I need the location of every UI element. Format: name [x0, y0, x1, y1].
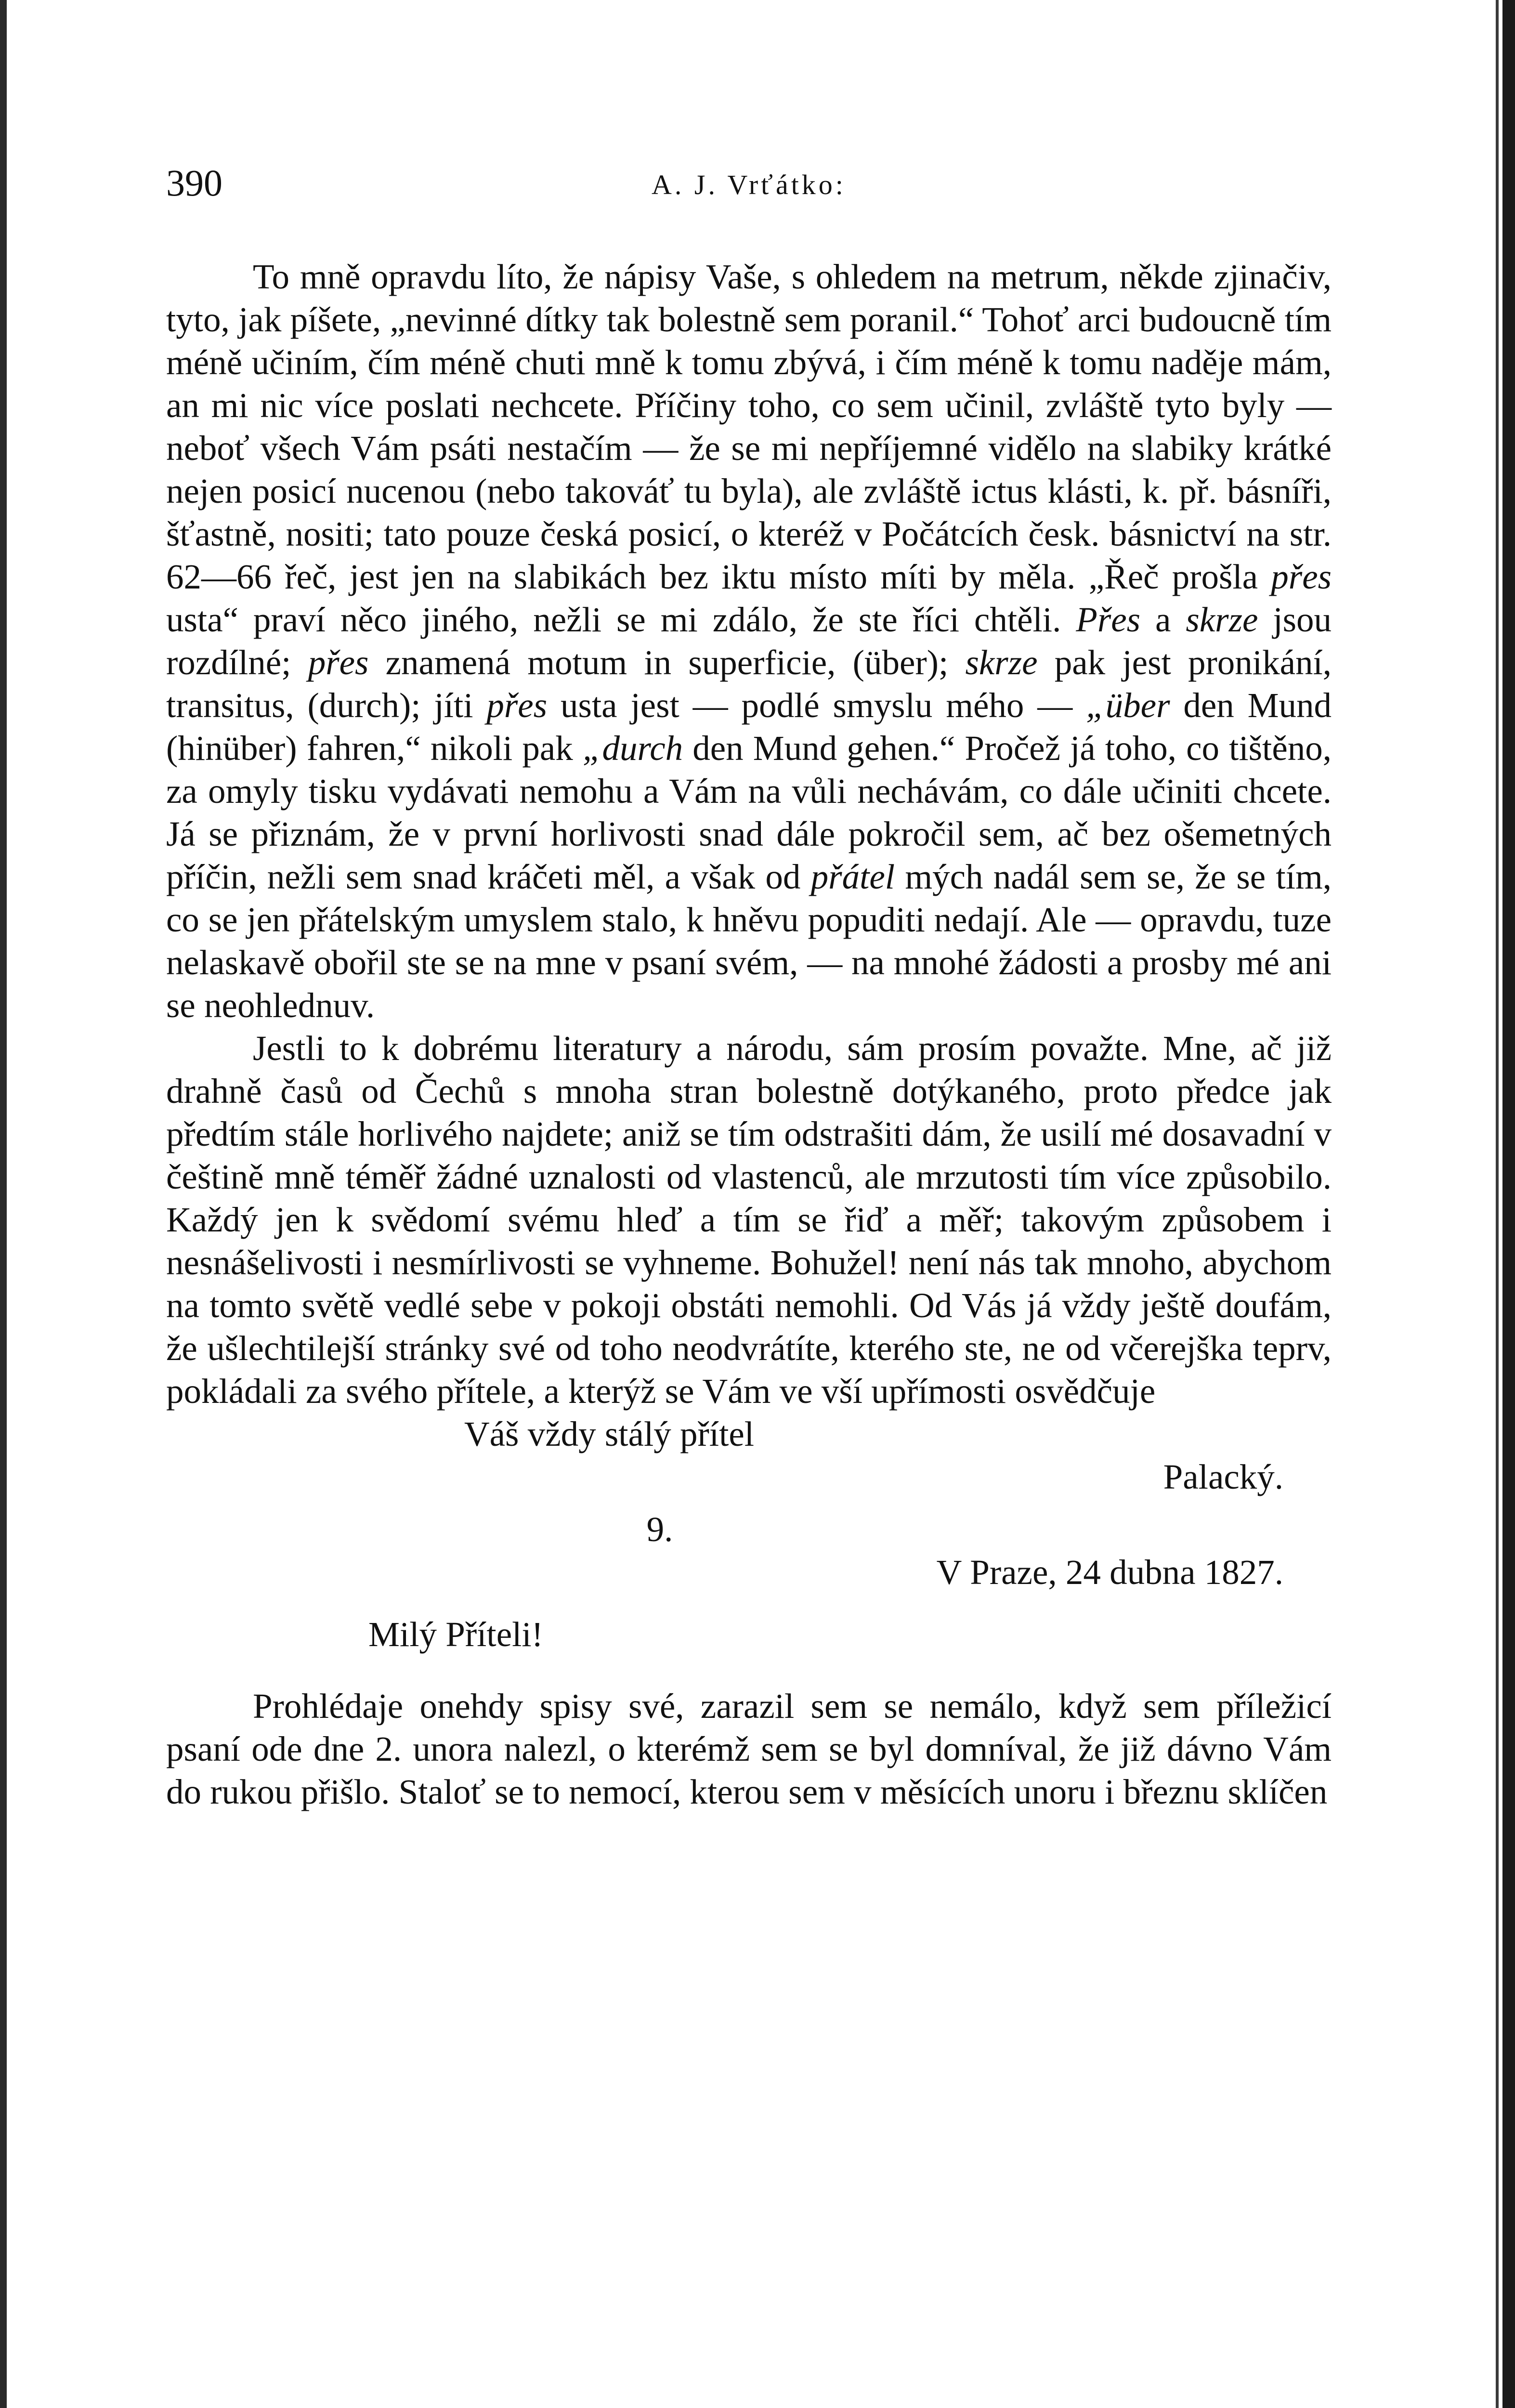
running-head: A. J. Vrťátko: [652, 169, 846, 200]
letter9-paragraph-1: Prohlédaje onehdy spisy své, zarazil sem se nemálo, když sem příležicí psaní ode dne 2. unora nalezl, o kterémž sem se byl domníval, že již dávno Vám do rukou přišlo. Staloť se to nemocí, kterou sem v měsících unoru i březnu sklíčen [166, 1687, 1332, 1811]
page-number: 390 [166, 162, 222, 204]
letter9-salutation: Milý Příteli! [368, 1615, 543, 1654]
letter9-number: 9. [646, 1510, 673, 1549]
page-edge-shadow [1496, 0, 1499, 2408]
letter8-closing: Váš vždy stálý přítel [464, 1414, 755, 1453]
page-edge-left [0, 0, 7, 2408]
page-header [166, 159, 1332, 217]
letter8-signature: Palacký. [1163, 1457, 1283, 1496]
letter9-place-date: V Praze, 24 dubna 1827. [936, 1553, 1283, 1592]
letter8-paragraph-2: Jestli to k dobrému literatury a národu, sám prosím považte. Mne, ač již drahně časů od Čechů s mnoha stran bolestně dotýkaného, proto předce jak předtím stále horlivého najdete; aniž se tím odstrašiti dám, že usilí mé dosavadní v češtině mně téměř žádné uznalosti od vlastenců, ale mrzutosti tím více způsobilo. Každý jen k svědomí svému hleď a tím se řiď a měř; takovým způsobem i nesnášelivosti i nesmírlivosti se vyhneme. Bohužel! není nás tak mnoho, abychom na tomto světě vedlé sebe v pokoji obstáti nemohli. Od Vás já vždy ještě doufám, že ušlechtilejší stránky své od toho neodvrátíte, kterého ste, ne od včerejška teprv, pokládali za svého přítele, a kterýž se Vám ve vší upřímosti osvědčuje [166, 1029, 1332, 1411]
page-edge-right [1502, 0, 1515, 2408]
letter8-paragraph-1: To mně opravdu líto, že nápisy Vaše, s ohledem na metrum, někde zjinačiv, tyto, jak píšete, „nevinné dítky tak bolestně sem poranil.“ Tohoť arci budoucně tím méně učiním, čím méně chuti mně k tomu zbývá, i čím méně k tomu naděje mám, an mi nic více poslati nechcete. Příčiny toho, co sem učinil, zvláště tyto byly — neboť všech Vám psáti nestačím — že se mi nepříjemné vidělo na slabiky krátké nejen posicí nucenou (nebo takováť tu byla), ale zvláště ictus klásti, k. př. básníři, šťastně, nositi; tato pouze česká posicí, o kteréž v Počátcích česk. básnictví na str. 62—66 řeč, jest jen na slabikách bez iktu místo míti by měla. „Řeč prošla přes usta“ praví něco jiného, nežli se mi zdálo, že ste říci chtěli. Přes a skrze jsou rozdílné; přes znamená motum in superficie, (über); skrze pak jest pronikání, transitus, (durch); jíti přes usta jest — podlé smyslu mého — „über den Mund (hinüber) fahren,“ nikoli pak „durch den Mund gehen.“ Pročež já toho, co tištěno, za omyly tisku vydávati nemohu a Vám na vůli nechávám, co dále učiniti chcete. Já se přiznám, že v první horlivosti snad dále pokročil sem, ač bez ošemetných příčin, nežli sem snad kráčeti měl, a však od přátel mých nadál sem se, že se tím, co se jen přátelským umyslem stalo, k hněvu popuditi nedají. Ale — opravdu, tuze nelaskavě obořil ste se na mne v psaní svém, — na mnohé žádosti a prosby mé ani se neohlednuv. [166, 257, 1332, 1025]
body-text [166, 255, 1332, 1813]
